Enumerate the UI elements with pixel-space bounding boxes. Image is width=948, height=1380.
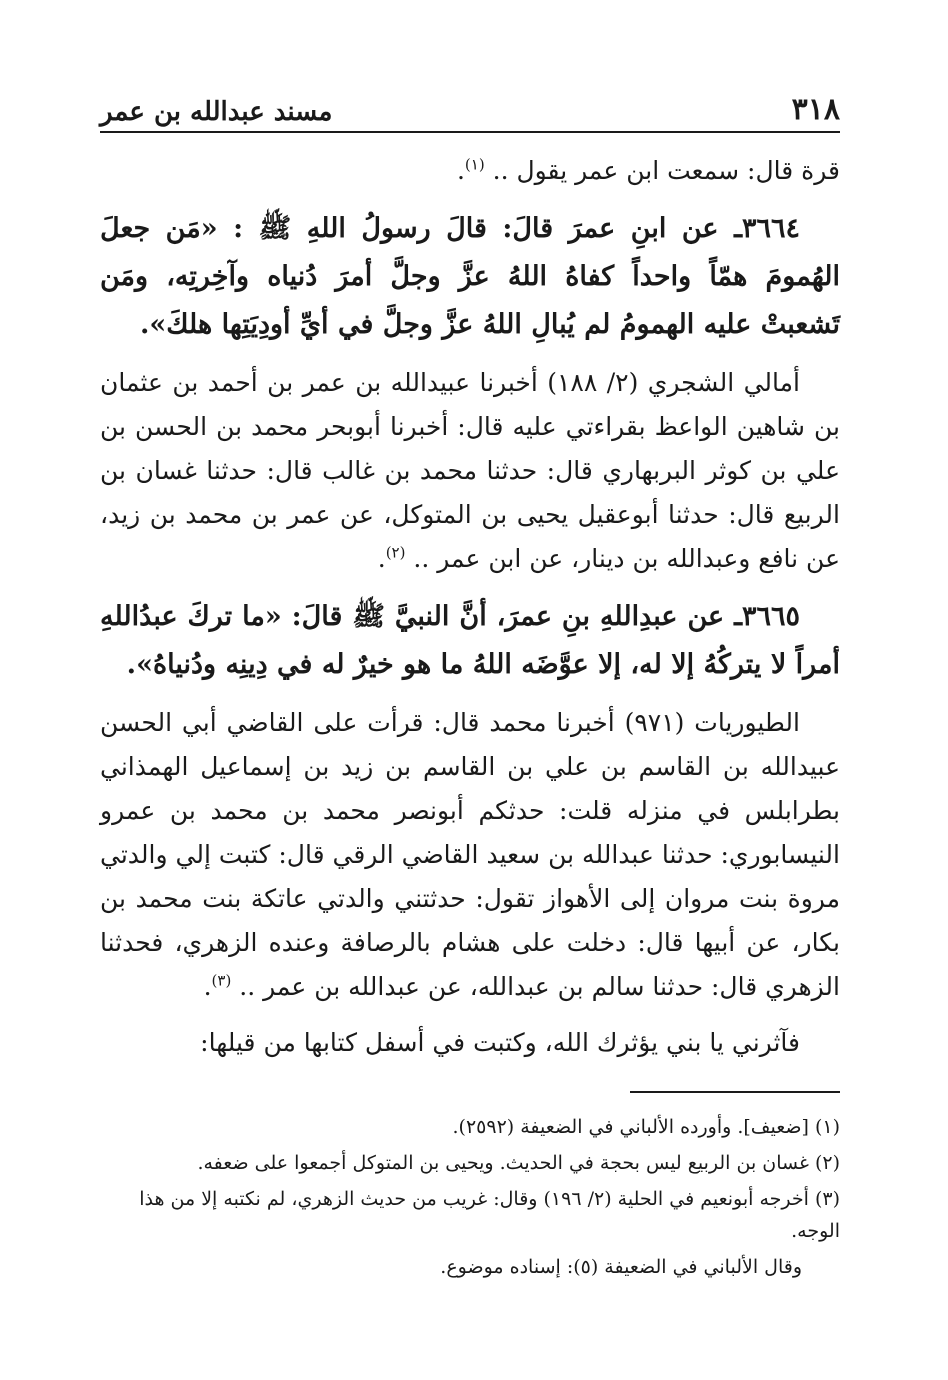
hadith-3665: ٣٦٦٥ـ عن عبدِاللهِ بنِ عمرَ، أنَّ النبيَّ ﷺ قالَ: «ما تركَ عبدُاللهِ أمراً لا يتركُهُ إلا له، إلا عوَّضَه اللهُ ما هو خيرٌ له في دِينِه ودُنياهُ». (100, 601, 840, 680)
intro-paragraph (100, 149, 840, 193)
page-body (100, 149, 840, 1065)
page-number: ٣١٨ (791, 92, 840, 127)
source-end-3665: . (203, 972, 212, 1001)
source-paragraph-3664 (100, 361, 840, 581)
intro-text: قرة قال: سمعت ابن عمر يقول .. (484, 156, 840, 185)
source-text-3664: أمالي الشجري (٢/ ١٨٨) أخبرنا عبيدالله بن عمر بن أحمد بن عثمان بن شاهين الواعظ بقراءتي عليه قال: أخبرنا أبوبحر محمد بن الحسن بن علي بن كوثر البربهاري قال: حدثنا محمد بن غالب قال: حدثنا غسان بن الربيع قال: حدثنا أبوعقيل يحيى بن المتوكل، عن عمر بن محمد بن زيد، عن نافع وعبدالله بن دينار، عن ابن عمر .. (100, 368, 840, 573)
source-end-3664: . (377, 544, 386, 573)
source-text-3665: الطيوريات (٩٧١) أخبرنا محمد قال: قرأت على القاضي أبي الحسن عبيدالله بن القاسم بن علي بن القاسم بن زيد بن إسماعيل الهمذاني بطرابلس في منزله قلت: حدثكم أبونصر محمد بن محمد بن عمرو النيسابوري: حدثنا عبدالله بن سعيد القاضي الرقي قال: كتبت إلي والدتي مروة بنت مروان إلى الأهواز تقول: حدثتني والدتي عاتكة بنت محمد بن بكار، عن أبيها قال: دخلت على هشام بالرصافة وعنده الزهري، فحدثنا الزهري قال: حدثنا سالم بن عبدالله، عن عبدالله بن عمر .. (100, 708, 840, 1001)
footnotes-divider (630, 1091, 840, 1093)
footnote-ref-2: (٢) (385, 543, 406, 562)
hadith-3664: ٣٦٦٤ـ عن ابنِ عمرَ قالَ: قالَ رسولُ اللهِ ﷺ : «مَن جعلَ الهُمومَ همّاً واحداً كفاهُ اللهُ عزَّ وجلَّ أمرَ دُنياه وآخِرتِه، ومَن تَشعبتْ عليه الهمومُ لم يُبالِ اللهُ عزَّ وجلَّ في أيِّ أودِيَتِها هلكَ». (100, 213, 840, 340)
footnote-1: (١) [ضعيف]. وأورده الألباني في الضعيفة (٢٥٩٢). (452, 1116, 840, 1138)
footnotes-section (100, 1111, 840, 1283)
footnote-2: (٢) غسان بن الربيع ليس بحجة في الحديث. ويحيى بن المتوكل أجمعوا على ضعفه. (197, 1152, 840, 1174)
closing-line: فآثرني يا بني يؤثرك الله، وكتبت في أسفل كتابها من قيلها: (200, 1028, 800, 1057)
source-paragraph-3665 (100, 701, 840, 1009)
footnote-ref-1: (١) (464, 155, 485, 174)
footnote-3-continuation: وقال الألباني في الضعيفة (٥): إسناده موضوع. (440, 1256, 802, 1278)
book-page (100, 85, 840, 1345)
footnote-ref-3: (٣) (211, 971, 232, 990)
footnote-3: (٣) أخرجه أبونعيم في الحلية (٢/ ١٩٦) وقال: غريب من حديث الزهري، لم نكتبه إلا من هذا الوجه. (139, 1188, 840, 1242)
intro-end: . (456, 156, 465, 185)
page-header (100, 85, 840, 133)
running-title: مسند عبدالله بن عمر (100, 97, 333, 127)
